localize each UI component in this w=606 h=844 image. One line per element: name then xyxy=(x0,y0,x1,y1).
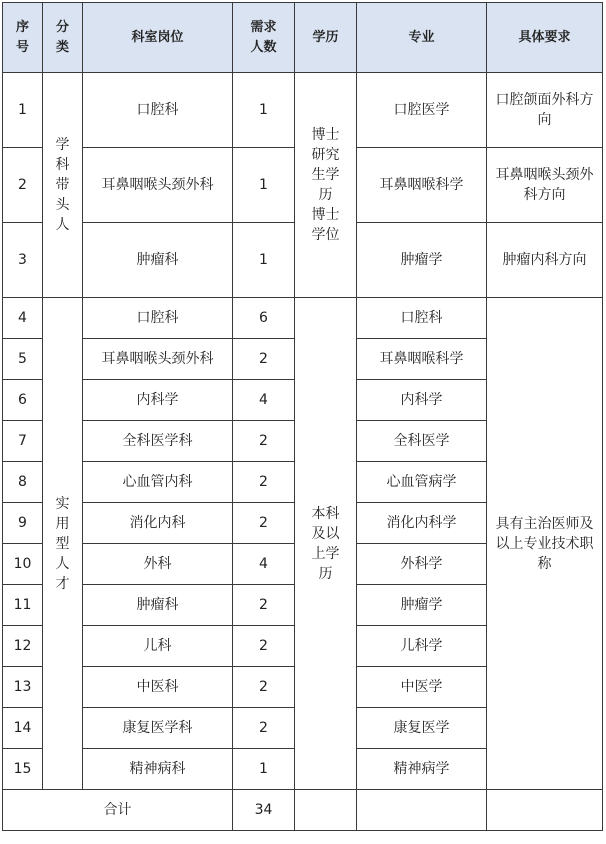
cell-major: 中医学 xyxy=(357,667,487,708)
cell-seq: 3 xyxy=(3,223,43,298)
header-seq: 序 号 xyxy=(3,3,43,73)
cell-position: 耳鼻咽喉头颈外科 xyxy=(83,148,233,223)
cell-major: 口腔医学 xyxy=(357,73,487,148)
cell-seq: 8 xyxy=(3,462,43,503)
cell-major: 心血管病学 xyxy=(357,462,487,503)
cell-education-leader: 博士 研究 生学 历 博士 学位 xyxy=(295,73,357,298)
cell-major: 精神病学 xyxy=(357,749,487,790)
cell-count: 1 xyxy=(233,73,295,148)
cell-seq: 5 xyxy=(3,339,43,380)
cell-seq: 12 xyxy=(3,626,43,667)
cell-seq: 9 xyxy=(3,503,43,544)
cell-requirement: 肿瘤内科方向 xyxy=(487,223,603,298)
total-empty-education xyxy=(295,790,357,831)
table-row xyxy=(3,73,603,148)
cell-position: 外科 xyxy=(83,544,233,585)
cell-position: 儿科 xyxy=(83,626,233,667)
header-row xyxy=(3,3,603,73)
cell-seq: 13 xyxy=(3,667,43,708)
header-count: 需求 人数 xyxy=(233,3,295,73)
header-requirement: 具体要求 xyxy=(487,3,603,73)
cell-position: 肿瘤科 xyxy=(83,223,233,298)
cell-count: 2 xyxy=(233,667,295,708)
cell-seq: 4 xyxy=(3,298,43,339)
cell-seq: 15 xyxy=(3,749,43,790)
cell-count: 1 xyxy=(233,223,295,298)
cell-major: 外科学 xyxy=(357,544,487,585)
cell-major: 儿科学 xyxy=(357,626,487,667)
total-empty-major xyxy=(357,790,487,831)
cell-requirement: 口腔颌面外科方向 xyxy=(487,73,603,148)
total-label: 合计 xyxy=(3,790,233,831)
cell-count: 4 xyxy=(233,544,295,585)
cell-count: 6 xyxy=(233,298,295,339)
cell-seq: 6 xyxy=(3,380,43,421)
cell-count: 2 xyxy=(233,339,295,380)
cell-requirement: 耳鼻咽喉头颈外科方向 xyxy=(487,148,603,223)
cell-seq: 2 xyxy=(3,148,43,223)
total-empty-requirement xyxy=(487,790,603,831)
cell-count: 2 xyxy=(233,421,295,462)
cell-position: 耳鼻咽喉头颈外科 xyxy=(83,339,233,380)
cell-position: 康复医学科 xyxy=(83,708,233,749)
cell-seq: 7 xyxy=(3,421,43,462)
cell-major: 消化内科学 xyxy=(357,503,487,544)
cell-count: 2 xyxy=(233,503,295,544)
cell-seq: 11 xyxy=(3,585,43,626)
cell-category-practical: 实 用 型 人 才 xyxy=(43,298,83,790)
total-count: 34 xyxy=(233,790,295,831)
cell-position: 内科学 xyxy=(83,380,233,421)
cell-major: 耳鼻咽喉科学 xyxy=(357,148,487,223)
cell-count: 2 xyxy=(233,626,295,667)
cell-position: 肿瘤科 xyxy=(83,585,233,626)
cell-position: 心血管内科 xyxy=(83,462,233,503)
cell-count: 1 xyxy=(233,148,295,223)
cell-count: 4 xyxy=(233,380,295,421)
cell-position: 口腔科 xyxy=(83,298,233,339)
cell-seq: 14 xyxy=(3,708,43,749)
cell-count: 1 xyxy=(233,749,295,790)
recruitment-table xyxy=(2,2,603,831)
cell-count: 2 xyxy=(233,585,295,626)
cell-count: 2 xyxy=(233,462,295,503)
cell-major: 耳鼻咽喉科学 xyxy=(357,339,487,380)
cell-major: 内科学 xyxy=(357,380,487,421)
cell-position: 消化内科 xyxy=(83,503,233,544)
cell-position: 精神病科 xyxy=(83,749,233,790)
cell-requirement-practical: 具有主治医师及以上专业技术职称 xyxy=(487,298,603,790)
cell-major: 康复医学 xyxy=(357,708,487,749)
cell-count: 2 xyxy=(233,708,295,749)
cell-seq: 1 xyxy=(3,73,43,148)
cell-major: 肿瘤学 xyxy=(357,585,487,626)
cell-position: 全科医学科 xyxy=(83,421,233,462)
header-position: 科室岗位 xyxy=(83,3,233,73)
header-category: 分 类 xyxy=(43,3,83,73)
cell-position: 中医科 xyxy=(83,667,233,708)
cell-major: 全科医学 xyxy=(357,421,487,462)
cell-education-practical: 本科 及以 上学 历 xyxy=(295,298,357,790)
total-row xyxy=(3,790,603,831)
table-row xyxy=(3,298,603,339)
cell-position: 口腔科 xyxy=(83,73,233,148)
cell-major: 肿瘤学 xyxy=(357,223,487,298)
cell-category-leader: 学 科 带 头 人 xyxy=(43,73,83,298)
header-major: 专业 xyxy=(357,3,487,73)
header-education: 学历 xyxy=(295,3,357,73)
cell-seq: 10 xyxy=(3,544,43,585)
cell-major: 口腔科 xyxy=(357,298,487,339)
